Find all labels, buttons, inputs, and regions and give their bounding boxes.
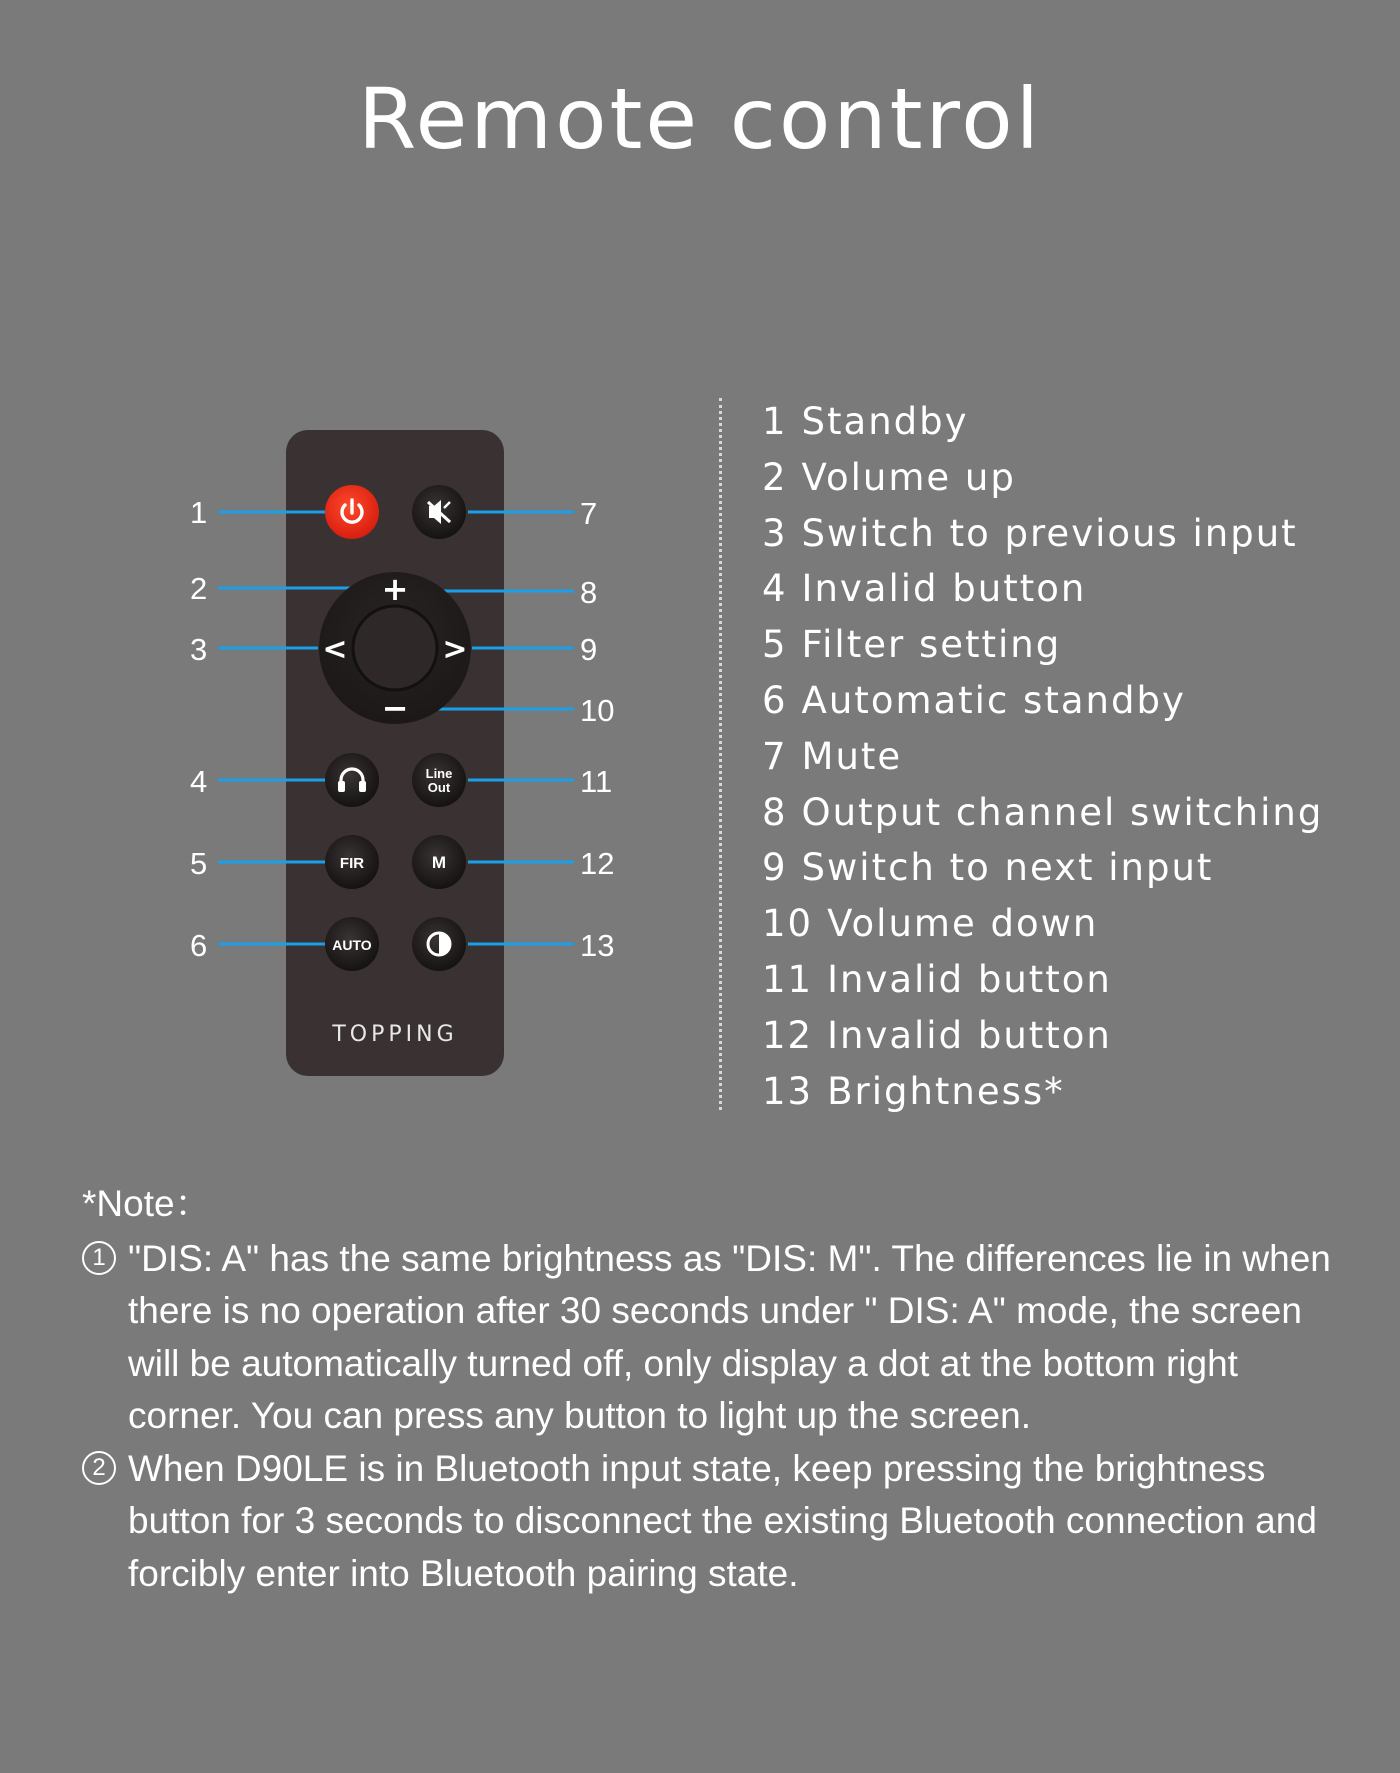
legend-item [762, 902, 1323, 958]
legend-item [762, 400, 1323, 456]
note-text: When D90LE is in Bluetooth input state, keep pressing the brightness button for 3 seconds to disconnect the existing Bluetooth connection and forcibly enter into Bluetooth pairing state. [128, 1447, 1317, 1594]
m-label: M [431, 853, 447, 872]
legend-label: Volume down [827, 902, 1099, 946]
legend-item [762, 1014, 1323, 1070]
callout-number-5: 5 [190, 846, 208, 881]
callout-number-4: 4 [190, 764, 208, 799]
legend-number: 1 [762, 400, 788, 443]
center-button[interactable] [353, 606, 437, 690]
button-legend [762, 400, 1323, 1125]
legend-item [762, 791, 1323, 847]
callout-number-13: 13 [580, 928, 615, 963]
legend-item [762, 456, 1323, 512]
note-section [82, 1178, 1342, 1600]
volume-up-button[interactable]: + [381, 570, 409, 608]
filter-button[interactable] [325, 835, 379, 889]
callout-number-7: 7 [580, 496, 598, 531]
legend-item [762, 512, 1323, 568]
legend-number: 11 [762, 957, 814, 1001]
legend-label: Invalid button [801, 567, 1087, 611]
callout-number-8: 8 [580, 575, 598, 610]
headphone-button[interactable] [325, 753, 379, 807]
note-text: "DIS: A" has the same brightness as "DIS: M". The differences lie in when there is no operation after 30 seconds under " DIS: A" mode, the screen will be automatically turned off, only display a dot at the bottom right corner. You can press any button to light up the screen. [128, 1237, 1331, 1436]
next-input-button[interactable]: > [442, 632, 468, 667]
remote-body [286, 430, 504, 1076]
divider [719, 398, 722, 1110]
callout-number-9: 9 [580, 632, 598, 667]
callout-number-6: 6 [190, 928, 208, 963]
brightness-button[interactable] [412, 917, 466, 971]
legend-label: Filter setting [801, 623, 1062, 667]
filter-label: FIR [339, 855, 365, 872]
brand-logo: TOPPING [332, 1022, 458, 1047]
callout-number-2: 2 [190, 571, 208, 606]
auto-button[interactable] [325, 917, 379, 971]
m-button[interactable] [412, 835, 466, 889]
legend-number: 13 [762, 1069, 814, 1113]
legend-label: Invalid button [827, 957, 1112, 1001]
legend-item [762, 735, 1323, 791]
legend-label: Invalid button [827, 1013, 1112, 1057]
line-out-label-line1: Line [425, 766, 453, 781]
callout-number-10: 10 [580, 693, 615, 728]
note-item [82, 1443, 1342, 1601]
legend-label: Brightness* [827, 1069, 1065, 1113]
legend-label: Switch to next input [801, 846, 1214, 890]
callout-number-12: 12 [580, 846, 615, 881]
mute-button[interactable] [412, 485, 466, 539]
remote-diagram [0, 0, 700, 1150]
callout-number-1: 1 [190, 495, 208, 530]
legend-item [762, 567, 1323, 623]
legend-item [762, 846, 1323, 902]
note-marker: 2 [82, 1451, 116, 1485]
callout-number-3: 3 [190, 632, 208, 667]
legend-number: 2 [762, 455, 788, 499]
legend-number: 6 [762, 678, 788, 722]
note-item [82, 1233, 1342, 1443]
legend-number: 9 [762, 846, 788, 890]
callout-number-11: 11 [580, 764, 613, 799]
legend-number: 12 [762, 1013, 814, 1057]
legend-label: Standby [801, 400, 969, 443]
legend-number: 3 [762, 511, 788, 555]
legend-number: 10 [762, 902, 814, 946]
legend-number: 7 [762, 734, 788, 778]
volume-down-button[interactable]: − [381, 689, 409, 727]
line-out-label-line2: Out [427, 780, 451, 795]
legend-label: Volume up [801, 455, 1016, 499]
auto-label: AUTO [332, 937, 372, 953]
page-title: Remote control [358, 70, 1042, 168]
legend-item [762, 623, 1323, 679]
legend-number: 8 [762, 790, 788, 834]
note-marker: 1 [82, 1241, 116, 1275]
legend-number: 4 [762, 567, 788, 611]
legend-item [762, 1070, 1323, 1126]
standby-button[interactable] [325, 485, 379, 539]
legend-label: Output channel switching [801, 790, 1324, 834]
legend-number: 5 [762, 623, 788, 667]
legend-item [762, 958, 1323, 1014]
previous-input-button[interactable]: < [322, 632, 348, 667]
legend-label: Automatic standby [801, 678, 1186, 722]
legend-label: Switch to previous input [801, 511, 1298, 555]
legend-item [762, 679, 1323, 735]
line-out-button[interactable] [412, 753, 466, 807]
legend-label: Mute [801, 734, 903, 778]
note-heading: *Note： [82, 1183, 212, 1224]
